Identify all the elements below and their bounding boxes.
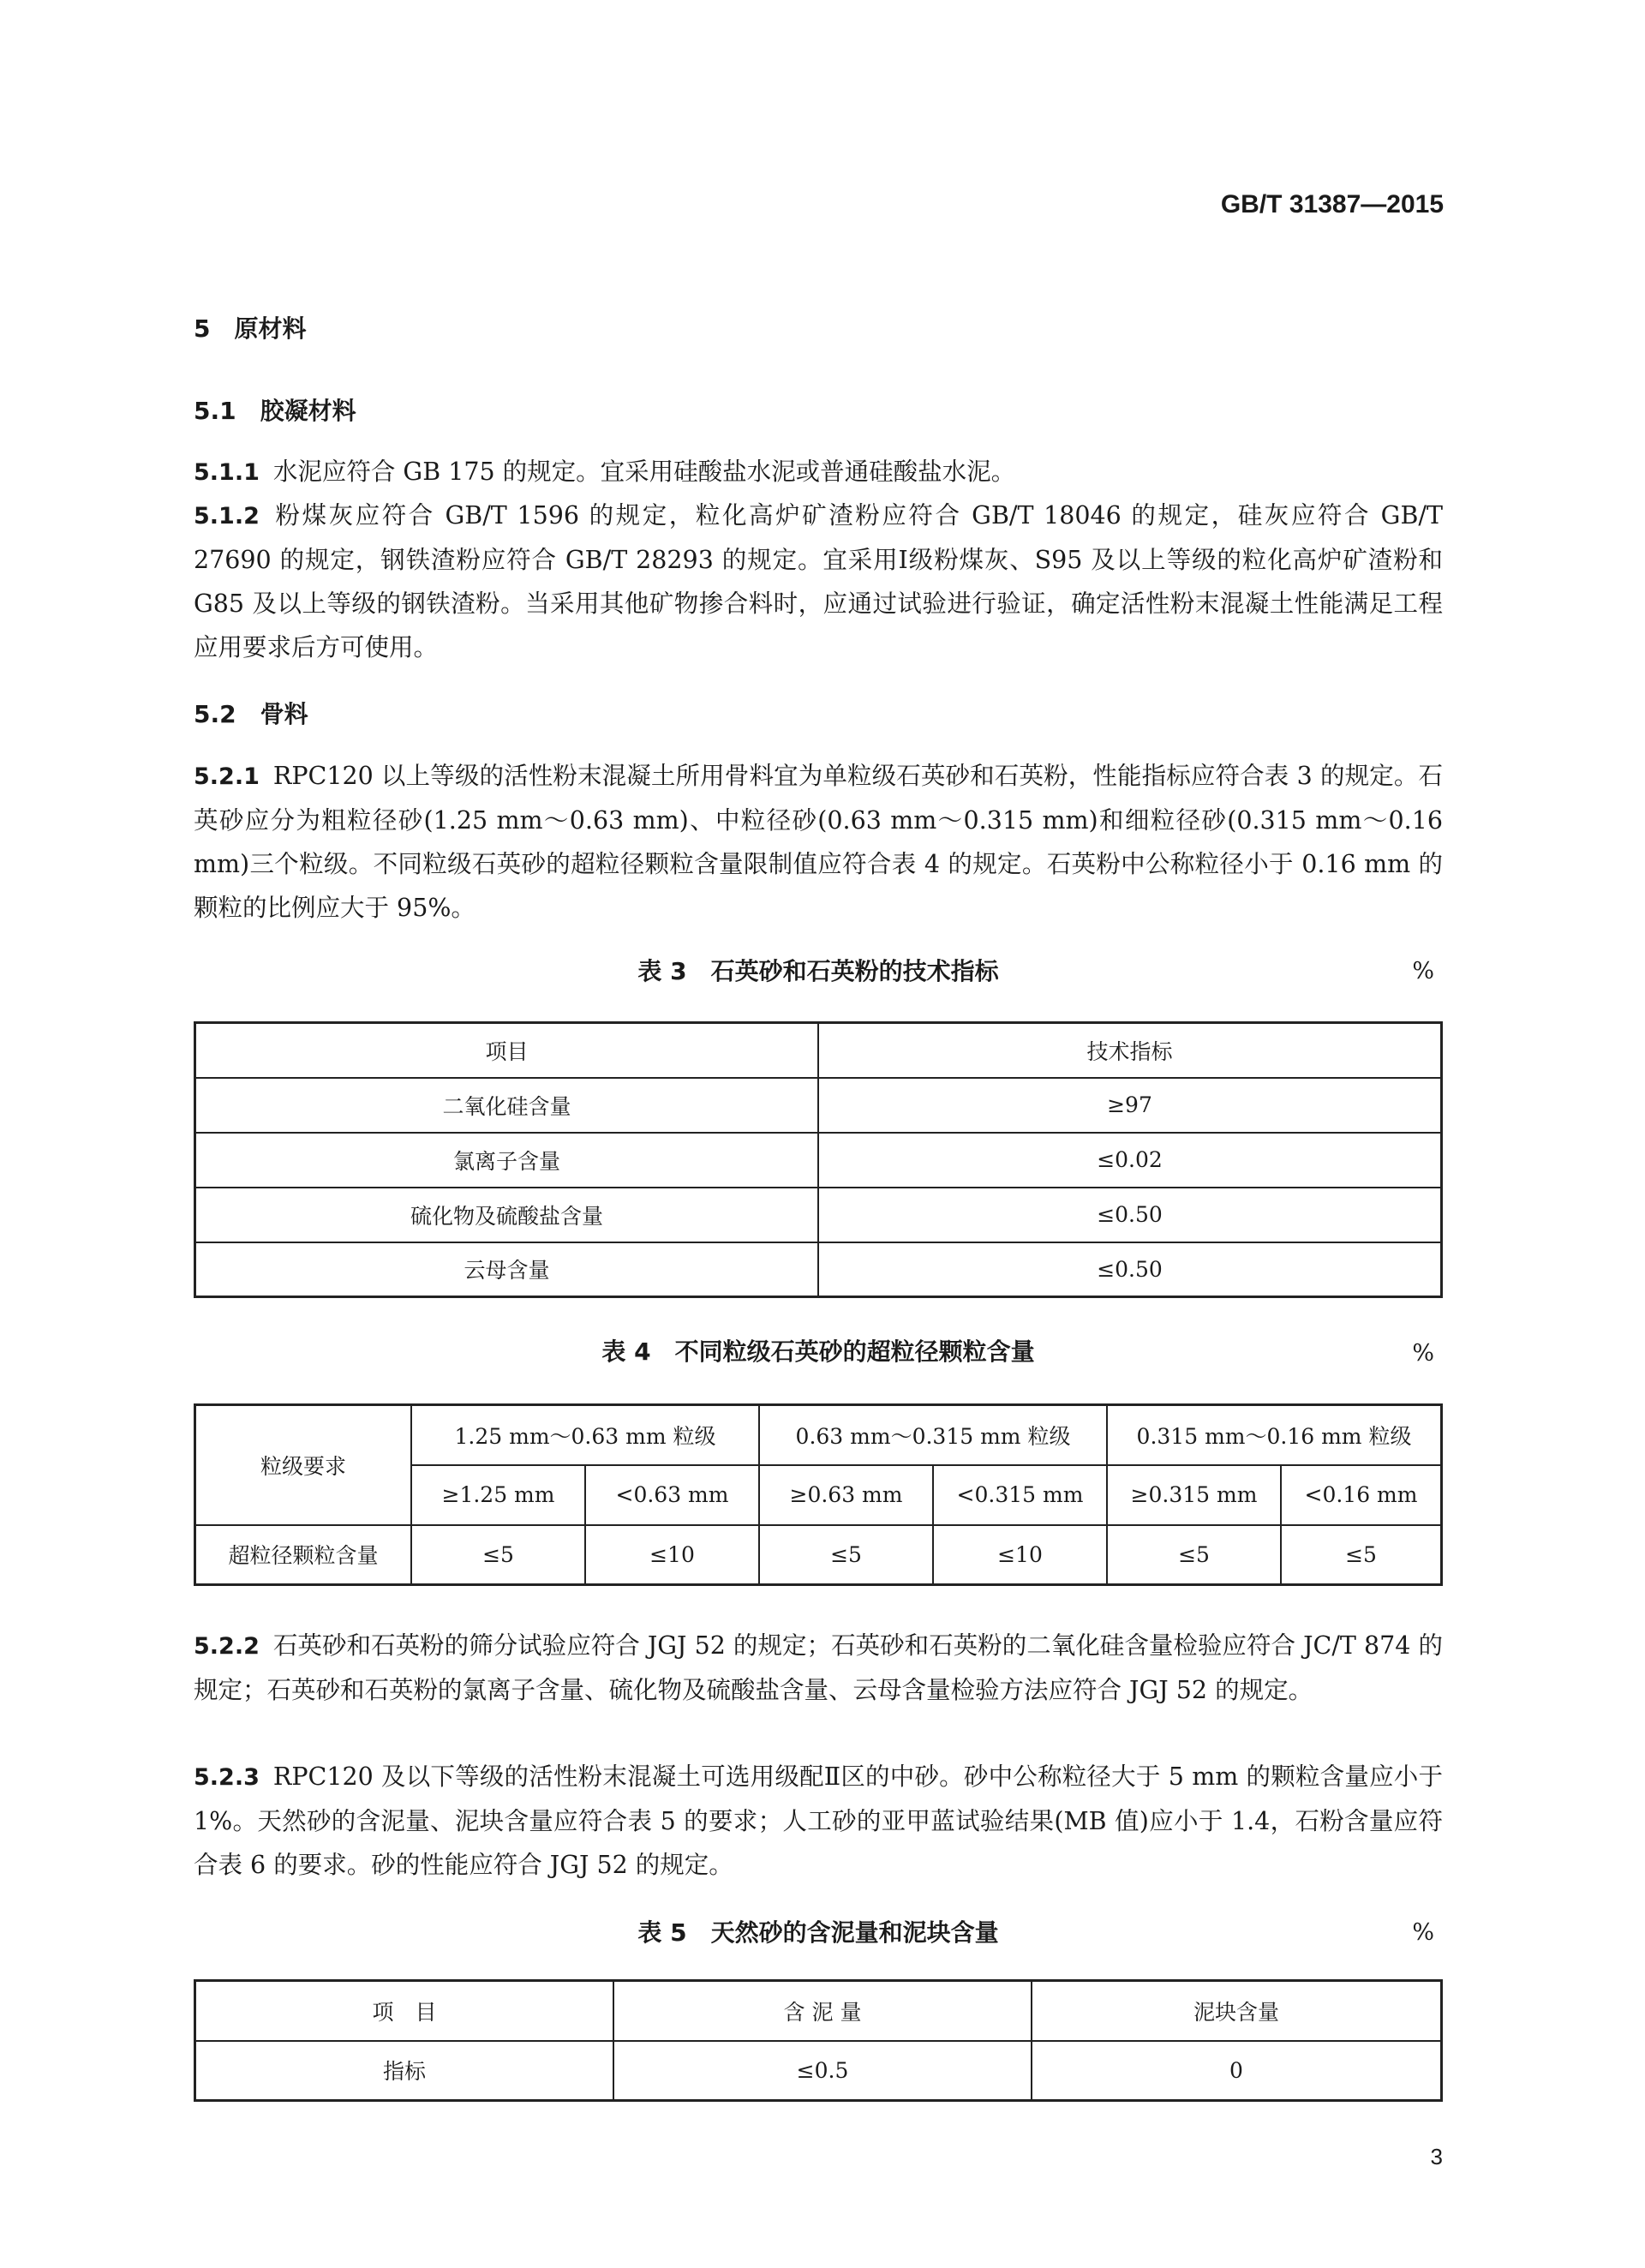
table4-sub-header: ≥0.315 mm (1107, 1465, 1281, 1525)
table3-caption: 表 3 石英砂和石英粉的技术指标 (637, 957, 999, 985)
clause-number: 5.2.2 (194, 1633, 260, 1660)
para-text: 石英砂和石英粉的筛分试验应符合 JGJ 52 的规定；石英砂和石英粉的二氧化硅含量检验应符合 JC/T 874 的规定；石英砂和石英粉的氯离子含量、硫化物及硫酸盐含量、云母含量检验方法应符合 JGJ 52 的规定。 (194, 1631, 1443, 1704)
table5-unit: % (1412, 1919, 1434, 1946)
table-row (195, 2041, 1442, 2101)
table3-header: 项目 (195, 1023, 819, 1078)
section-5-title: 5 原材料 (194, 314, 307, 343)
table-row (195, 1078, 1442, 1133)
table5-header: 泥块含量 (1032, 1981, 1442, 2041)
para-5-2-3 (194, 1755, 1443, 1887)
para-text: 水泥应符合 GB 175 的规定。宜采用硅酸盐水泥或普通硅酸盐水泥。 (272, 458, 1016, 486)
clause-number: 5.1.2 (194, 503, 260, 530)
clause-number: 5.1.1 (194, 459, 260, 486)
para-5-2-2 (194, 1624, 1443, 1712)
table4-group-header: 0.315 mm～0.16 mm 粒级 (1107, 1405, 1442, 1465)
table4-caption: 表 4 不同粒级石英砂的超粒径颗粒含量 (601, 1337, 1035, 1366)
doc-code: GB/T 31387—2015 (1220, 190, 1444, 218)
table5 (194, 1979, 1443, 2102)
table3-cell: 氯离子含量 (195, 1133, 819, 1188)
table3-cell: 硫化物及硫酸盐含量 (195, 1188, 819, 1242)
table-row (195, 1242, 1442, 1297)
table4-row-head: 粒级要求 (195, 1405, 412, 1525)
table3-cell: ≤0.50 (818, 1188, 1442, 1242)
table5-cell: ≤0.5 (613, 2041, 1032, 2101)
table4-cell: ≤5 (1107, 1525, 1281, 1585)
table4-sub-header: ≥0.63 mm (759, 1465, 933, 1525)
table5-cell: 指标 (195, 2041, 614, 2101)
table3-cell: ≤0.50 (818, 1242, 1442, 1297)
table4-cell: ≤5 (759, 1525, 933, 1585)
table4-sub-header: <0.63 mm (585, 1465, 759, 1525)
table3-cell: ≤0.02 (818, 1133, 1442, 1188)
table4-sub-header: <0.16 mm (1281, 1465, 1442, 1525)
table4-cell: ≤10 (933, 1525, 1107, 1585)
para-text: RPC120 及以下等级的活性粉末混凝土可选用级配Ⅱ区的中砂。砂中公称粒径大于 5 mm 的颗粒含量应小于 1%。天然砂的含泥量、泥块含量应符合表 5 的要求；人工砂的亚甲蓝试验结果(MB 值)应小于 1.4，石粉含量应符合表 6 的要求。砂的性能应符合 JGJ 52 的规定。 (194, 1762, 1443, 1879)
table4-cell: ≤5 (411, 1525, 585, 1585)
table4-sub-header: ≥1.25 mm (411, 1465, 585, 1525)
table4-unit: % (1412, 1340, 1434, 1367)
table3-header: 技术指标 (818, 1023, 1442, 1078)
section-5-2-title: 5.2 骨料 (194, 700, 308, 728)
table5-cell: 0 (1032, 2041, 1442, 2101)
table-row (195, 1525, 1442, 1585)
table3 (194, 1021, 1443, 1298)
para-5-1-1 (194, 450, 1443, 494)
table5-caption: 表 5 天然砂的含泥量和泥块含量 (637, 1918, 999, 1947)
para-5-2-1 (194, 754, 1443, 930)
table5-header: 含 泥 量 (613, 1981, 1032, 2041)
para-text: 粉煤灰应符合 GB/T 1596 的规定，粒化高炉矿渣粉应符合 GB/T 18046 的规定，硅灰应符合 GB/T 27690 的规定，钢铁渣粉应符合 GB/T 28293 的规定。宜采用Ⅰ级粉煤灰、S95 及以上等级的粒化高炉矿渣粉和 G85 及以上等级的钢铁渣粉。当采用其他矿物掺合料时，应通过试验进行验证，确定活性粉末混凝土性能满足工程应用要求后方可使用。 (194, 501, 1443, 661)
table4-row-head: 超粒径颗粒含量 (195, 1525, 412, 1585)
table4-cell: ≤5 (1281, 1525, 1442, 1585)
table4-group-header: 0.63 mm～0.315 mm 粒级 (759, 1405, 1107, 1465)
table3-unit: % (1412, 958, 1434, 984)
table3-cell: 云母含量 (195, 1242, 819, 1297)
para-text: RPC120 以上等级的活性粉末混凝土所用骨料宜为单粒级石英砂和石英粉，性能指标应符合表 3 的规定。石英砂应分为粗粒径砂(1.25 mm～0.63 mm)、中粒径砂(0.63 mm～0.315 mm)和细粒径砂(0.315 mm～0.16 mm)三个粒级。不同粒级石英砂的超粒径颗粒含量限制值应符合表 4 的规定。石英粉中公称粒径小于 0.16 mm 的颗粒的比例应大于 95%。 (194, 762, 1443, 922)
section-5-1-title: 5.1 胶凝材料 (194, 397, 356, 425)
para-5-1-2 (194, 494, 1443, 669)
table4-cell: ≤10 (585, 1525, 759, 1585)
page-number: 3 (1430, 2144, 1443, 2169)
table3-cell: 二氧化硅含量 (195, 1078, 819, 1133)
table-row (195, 1188, 1442, 1242)
clause-number: 5.2.1 (194, 763, 260, 790)
table4-group-header: 1.25 mm～0.63 mm 粒级 (411, 1405, 759, 1465)
table5-header: 项 目 (195, 1981, 614, 2041)
clause-number: 5.2.3 (194, 1764, 260, 1791)
table-row (195, 1133, 1442, 1188)
table4 (194, 1403, 1443, 1586)
table4-sub-header: <0.315 mm (933, 1465, 1107, 1525)
table3-cell: ≥97 (818, 1078, 1442, 1133)
